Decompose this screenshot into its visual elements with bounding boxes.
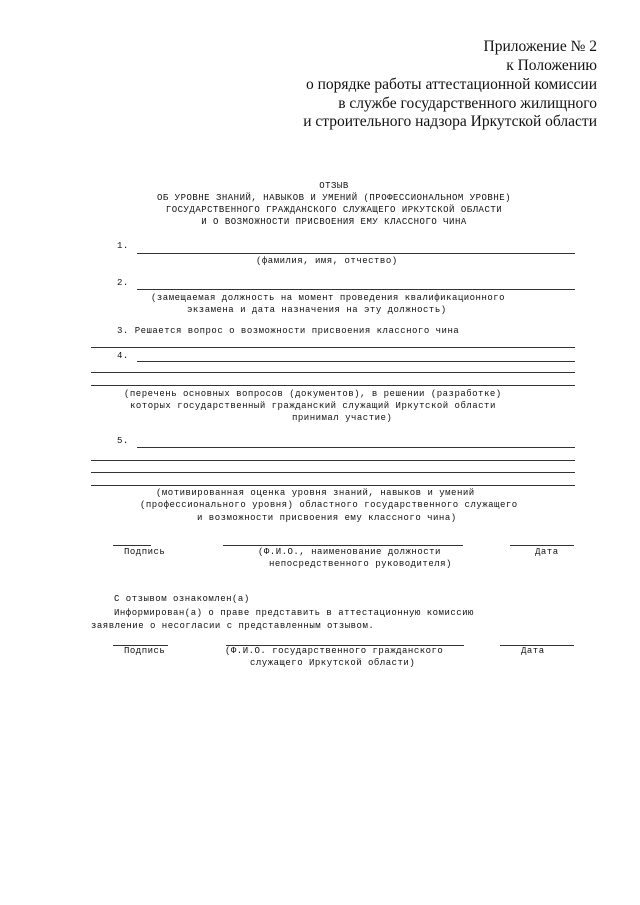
- header-regulation-title-3: и строительного надзора Иркутской области: [303, 113, 597, 130]
- form-subtitle-3: И О ВОЗМОЖНОСТИ ПРИСВОЕНИЯ ЕМУ КЛАССНОГО ЧИНА: [201, 217, 467, 227]
- sign2-signature-label: Подпись: [124, 646, 166, 656]
- item-3-fill-line[interactable]: [91, 347, 575, 348]
- sign1-name-label-2: непосредственного руководителя): [269, 559, 452, 569]
- item-4-caption-3: принимал участие): [292, 413, 393, 423]
- sign1-name-line[interactable]: [223, 545, 463, 546]
- item-5-fill-line-1[interactable]: [137, 447, 575, 448]
- sign1-date-label: Дата: [535, 547, 559, 557]
- item-3-text: 3. Решается вопрос о возможности присвоения классного чина: [117, 326, 460, 336]
- item-4-fill-line-2[interactable]: [91, 372, 575, 373]
- item-4-fill-line-1[interactable]: [137, 361, 575, 362]
- sign1-date-line[interactable]: [510, 545, 574, 546]
- form-subtitle-2: ГОСУДАРСТВЕННОГО ГРАЖДАНСКОГО СЛУЖАЩЕГО ИРКУТСКОЙ ОБЛАСТИ: [165, 205, 503, 215]
- ack-line-1: С отзывом ознакомлен(а): [114, 594, 250, 604]
- sign2-name-label-2: служащего Иркутской области): [250, 658, 416, 668]
- item-5-caption-2: (профессионального уровня) областного государственного служащего: [140, 500, 518, 510]
- item-2-number: 2.: [117, 278, 129, 288]
- item-1-fill-line[interactable]: [137, 253, 575, 254]
- item-5-caption-3: и возможности присвоения ему классного чина): [197, 513, 457, 523]
- sign2-name-label-1: (Ф.И.О. государственного гражданского: [225, 646, 444, 656]
- item-4-number: 4.: [117, 351, 129, 361]
- ack-line-2: Информирован(а) о праве представить в аттестационную комиссию: [114, 608, 474, 618]
- sign2-date-label: Дата: [521, 646, 545, 656]
- item-1-caption: (фамилия, имя, отчество): [256, 256, 398, 266]
- sign1-signature-line[interactable]: [113, 545, 151, 546]
- form-subtitle-1: ОБ УРОВНЕ ЗНАНИЙ, НАВЫКОВ И УМЕНИЙ (ПРОФЕССИОНАЛЬНОМ УРОВНЕ): [156, 193, 512, 203]
- item-4-caption-2: которых государственный гражданский служащий Иркутской области: [130, 401, 496, 411]
- item-5-fill-line-3[interactable]: [91, 472, 575, 473]
- item-5-fill-line-2[interactable]: [91, 460, 575, 461]
- item-2-caption-2: экзамена и дата назначения на эту должность): [187, 305, 447, 315]
- header-appendix-number: Приложение № 2: [483, 38, 597, 55]
- item-2-caption-1: (замещаемая должность на момент проведения квалификационного: [151, 293, 506, 303]
- header-regulation-title-1: о порядке работы аттестационной комиссии: [306, 76, 597, 93]
- item-4-fill-line-3[interactable]: [91, 385, 575, 386]
- form-title: ОТЗЫВ: [319, 181, 349, 191]
- sign1-name-label-1: (Ф.И.О., наименование должности: [258, 547, 441, 557]
- item-5-caption-1: (мотивированная оценка уровня знаний, навыков и умений: [156, 488, 475, 498]
- sign1-signature-label: Подпись: [124, 547, 166, 557]
- item-4-caption-1: (перечень основных вопросов (документов), в решении (разработке): [124, 389, 502, 399]
- item-2-fill-line[interactable]: [137, 289, 575, 290]
- item-1-number: 1.: [117, 241, 129, 251]
- header-regulation-title-2: в службе государственного жилищного: [338, 95, 597, 112]
- item-5-number: 5.: [117, 436, 129, 446]
- header-regulation-ref: к Положению: [506, 57, 597, 74]
- ack-line-3: заявление о несогласии с представленным отзывом.: [91, 621, 375, 631]
- item-5-fill-line-4[interactable]: [91, 485, 575, 486]
